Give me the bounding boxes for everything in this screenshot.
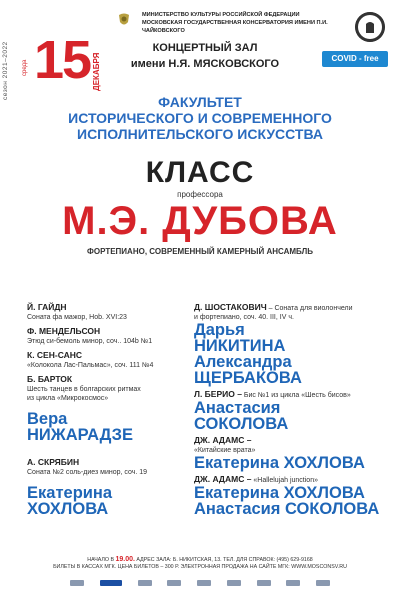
- covid-badge: COVID - free: [322, 51, 388, 67]
- work: Соната №2 соль-диез минор, соч. 19: [27, 469, 148, 476]
- work: Этюд си-бемоль минор, соч.. 104b №1: [27, 338, 153, 345]
- professor-name: М.Э. ДУБОВА: [62, 199, 338, 243]
- work: – Соната для виолончели: [268, 305, 353, 312]
- hall-name: [110, 40, 300, 72]
- composer: Ф. МЕНДЕЛЬСОН: [27, 326, 101, 336]
- sponsor-logo: [197, 580, 211, 586]
- composer: ДЖ. АДАМС –: [194, 474, 252, 484]
- subtitle: ФОРТЕПИАНО, СОВРЕМЕННЫЙ КАМЕРНЫЙ АНСАМБЛЬ: [87, 247, 313, 256]
- date-day: 15: [34, 30, 91, 90]
- sponsor-vtb-logo: [100, 580, 122, 586]
- work: из цикла «Микрокосмос»: [27, 395, 109, 402]
- work: и фортепиано, соч. 40. III, IV ч.: [194, 314, 294, 321]
- sponsor-logo: [70, 580, 84, 586]
- work: Шесть танцев в болгарских ритмах: [27, 386, 141, 393]
- sponsor-logo: [138, 580, 152, 586]
- ministry-name: МИНИСТЕРСТВО КУЛЬТУРЫ РОССИЙСКОЙ ФЕДЕРАЦИИ: [142, 12, 300, 18]
- performer-first-name: Екатерина: [27, 484, 113, 502]
- sponsor-logo: [316, 580, 330, 586]
- performer-name: Екатерина ХОХЛОВА: [194, 484, 365, 502]
- composer: Б. БАРТОК: [27, 374, 73, 384]
- work: «Китайские врата»: [194, 447, 256, 454]
- performer-last-name: ХОХЛОВА: [27, 500, 109, 518]
- tickets-info: БИЛЕТЫ В КАССАХ МГК. ЦЕНА БИЛЕТОВ – 300 Р. ЭЛЕКТРОННАЯ ПРОДАЖА НА САЙТЕ МГК: WWW.MOSCONSV.RU: [53, 564, 347, 570]
- faculty-line-3: ИСПОЛНИТЕЛЬСКОГО ИСКУССТВА: [77, 126, 323, 142]
- sponsor-logo: [257, 580, 271, 586]
- footer-info: [30, 556, 370, 571]
- performer-last-name: НИКИТИНА: [194, 337, 286, 355]
- performer-last-name: НИЖАРАДЗЕ: [27, 426, 133, 444]
- faculty-title: [60, 94, 340, 142]
- performer-name: Анастасия СОКОЛОВА: [194, 500, 380, 518]
- season-label: сезон 2021–2022: [2, 41, 9, 100]
- footer-line-1: [30, 556, 370, 564]
- conservatory-logo-icon: [355, 12, 385, 42]
- program-left-column: [27, 302, 192, 517]
- weekday: среда: [22, 59, 28, 76]
- conservatory-name: МОСКОВСКАЯ ГОСУДАРСТВЕННАЯ КОНСЕРВАТОРИЯ ИМЕНИ П.И. ЧАЙКОВСКОГО: [142, 20, 328, 34]
- work: Соната фа мажор, Hob. XVI:23: [27, 314, 127, 321]
- faculty-line-2: ИСТОРИЧЕСКОГО И СОВРЕМЕННОГО: [68, 110, 332, 126]
- klass-title: КЛАСС: [145, 156, 255, 189]
- start-label: НАЧАЛО В: [87, 557, 114, 563]
- program-item: [194, 436, 384, 446]
- performer-name: Екатерина ХОХЛОВА: [194, 454, 365, 472]
- work: «Колокола Лас-Пальмас», соч. 111 №4: [27, 362, 154, 369]
- professor-label: профессора: [177, 190, 223, 199]
- sponsor-logo: [286, 580, 300, 586]
- performer-first-name: Анастасия: [194, 399, 281, 417]
- hall-line-1: КОНЦЕРТНЫЙ ЗАЛ: [152, 42, 258, 54]
- header-text: [142, 11, 342, 35]
- work: Бис №1 из цикла «Шесть бисов»: [243, 392, 351, 399]
- hall-line-2: имени Н.Я. МЯСКОВСКОГО: [130, 58, 280, 70]
- performer-first-name: Дарья: [194, 321, 245, 339]
- composer: Й. ГАЙДН: [27, 302, 67, 312]
- program-item: [194, 303, 384, 313]
- performer-first-name: Александра: [194, 353, 292, 371]
- performer-last-name: СОКОЛОВА: [194, 415, 289, 433]
- sponsor-logo: [167, 580, 181, 586]
- composer: Д. ШОСТАКОВИЧ: [194, 302, 267, 312]
- composer: Л. БЕРИО –: [194, 389, 242, 399]
- address: АДРЕС ЗАЛА: Б. НИКИТСКАЯ, 13. ТЕЛ. ДЛЯ СПРАВОК: (495) 629-9168: [136, 557, 313, 563]
- performer-last-name: ЩЕРБАКОВА: [194, 369, 302, 387]
- sponsor-logo: [227, 580, 241, 586]
- program-right-column: [194, 303, 384, 517]
- composer: К. СЕН-САНС: [27, 350, 83, 360]
- work: «Hallelujah junction»: [253, 477, 318, 484]
- composer: А. СКРЯБИН: [27, 457, 80, 467]
- start-time: 19.00.: [115, 556, 135, 563]
- date-month: ДЕКАБРЯ: [92, 52, 101, 91]
- faculty-line-1: ФАКУЛЬТЕТ: [158, 94, 242, 110]
- composer: ДЖ. АДАМС –: [194, 435, 252, 445]
- sponsor-logos: [70, 576, 330, 590]
- ministry-emblem-icon: [116, 12, 132, 28]
- performer-first-name: Вера: [27, 410, 68, 428]
